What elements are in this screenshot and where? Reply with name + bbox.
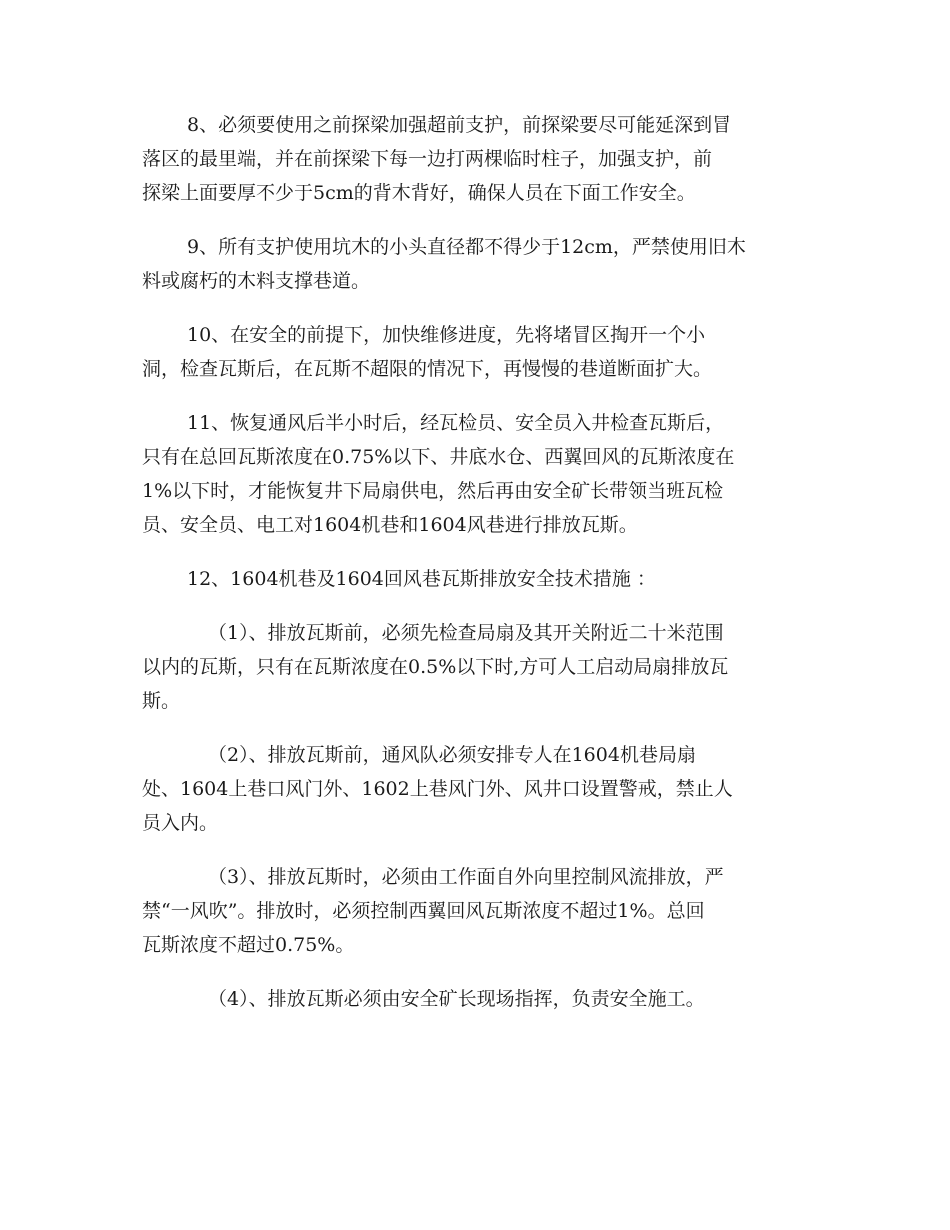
text-line: 以内的瓦斯，只有在瓦斯浓度在0.5%以下时,方可人工启动局扇排放瓦	[142, 656, 729, 678]
text-line: 瓦斯浓度不超过0.75%。	[142, 934, 355, 956]
sub-item-4	[142, 982, 810, 1016]
document-body	[142, 108, 810, 1036]
text-line: 只有在总回瓦斯浓度在0.75%以下、井底水仓、西翼回风的瓦斯浓度在	[142, 446, 735, 468]
text-line: 处、1604上巷口风门外、1602上巷风门外、风井口设置警戒，禁止人	[142, 778, 733, 800]
paragraph-10	[142, 318, 810, 386]
text-line: 9、所有支护使用坑木的小头直径都不得少于12cm，严禁使用旧木	[187, 236, 746, 258]
text-line: 探梁上面要厚不少于5cm的背木背好，确保人员在下面工作安全。	[142, 182, 696, 204]
sub-item-2	[142, 738, 810, 840]
text-line: 12、1604机巷及1604回风巷瓦斯排放安全技术措施 ：	[187, 568, 656, 590]
text-line: （3）、排放瓦斯时，必须由工作面自外向里控制风流排放，严	[208, 866, 724, 888]
text-line: 员入内。	[142, 812, 219, 834]
paragraph-9	[142, 230, 810, 298]
text-line: （4）、排放瓦斯必须由安全矿长现场指挥，负责安全施工。	[208, 988, 705, 1010]
text-line: 落区的最里端，并在前探梁下每一边打两棵临时柱子，加强支护，前	[142, 148, 713, 170]
sub-item-1	[142, 616, 810, 718]
text-line: 10、在安全的前提下，加快维修进度，先将堵冒区掏开一个小	[187, 324, 706, 346]
sub-item-3	[142, 860, 810, 962]
text-line: 员、安全员、电工对1604机巷和1604风巷进行排放瓦斯。	[142, 514, 638, 536]
text-line: 料或腐朽的木料支撑巷道。	[142, 270, 371, 292]
text-line: 1%以下时，才能恢复井下局扇供电，然后再由安全矿长带领当班瓦检	[142, 480, 724, 502]
text-line: 禁“一风吹”。排放时，必须控制西翼回风瓦斯浓度不超过1%。总回	[142, 900, 705, 922]
text-line: 洞，检查瓦斯后，在瓦斯不超限的情况下，再慢慢的巷道断面扩大。	[142, 358, 713, 380]
text-line: 8、必须要使用之前探梁加强超前支护，前探梁要尽可能延深到冒	[187, 114, 732, 136]
paragraph-8	[142, 108, 810, 210]
text-line: （1）、排放瓦斯前，必须先检查局扇及其开关附近二十米范围	[208, 622, 724, 644]
paragraph-12-heading	[142, 562, 810, 596]
text-line: 斯。	[142, 690, 181, 712]
text-line: （2）、排放瓦斯前，通风队必须安排专人在1604机巷局扇	[208, 744, 696, 766]
paragraph-11	[142, 406, 810, 542]
text-line: 11、恢复通风后半小时后，经瓦检员、安全员入井检查瓦斯后，	[187, 412, 725, 434]
